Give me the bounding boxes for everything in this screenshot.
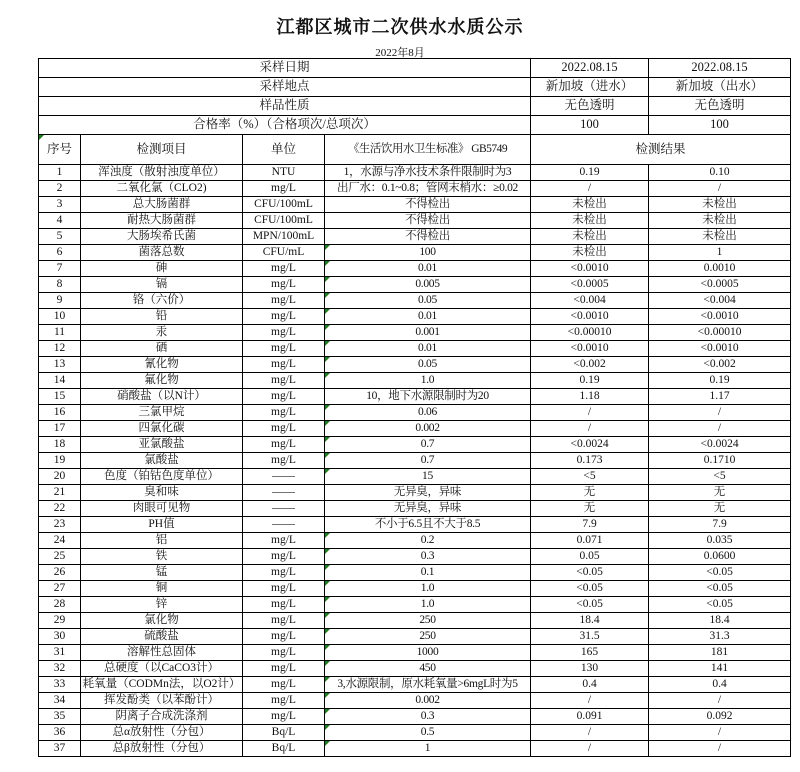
cell-result-inlet: 未检出 — [531, 213, 649, 229]
cell-no: 32 — [39, 661, 81, 677]
cell-unit: mg/L — [243, 293, 325, 309]
table-row — [39, 741, 791, 757]
cell-result-outlet: 31.3 — [649, 629, 791, 645]
table-body — [39, 59, 791, 757]
cell-result-outlet: 未检出 — [649, 197, 791, 213]
cell-item: 镉 — [81, 277, 243, 293]
cell-result-inlet: 未检出 — [531, 245, 649, 261]
cell-standard: 1 — [325, 741, 531, 757]
cell-unit: mg/L — [243, 373, 325, 389]
table-row — [39, 181, 791, 197]
cell-item: 挥发酚类（以苯酚计） — [81, 693, 243, 709]
cell-unit: —— — [243, 485, 325, 501]
cell-standard: 0.01 — [325, 261, 531, 277]
info-label-sampling-site: 采样地点 — [39, 78, 531, 97]
cell-result-inlet: / — [531, 741, 649, 757]
cell-item: 铅 — [81, 309, 243, 325]
cell-standard: 0.1 — [325, 565, 531, 581]
table-row — [39, 357, 791, 373]
cell-result-inlet: <0.0010 — [531, 341, 649, 357]
cell-item: 氯化物 — [81, 613, 243, 629]
cell-result-inlet: <0.002 — [531, 357, 649, 373]
cell-result-outlet: 未检出 — [649, 229, 791, 245]
cell-standard: 1，水源与净水技术条件限制时为3 — [325, 165, 531, 181]
cell-no: 16 — [39, 405, 81, 421]
info-label-sampling-date: 采样日期 — [39, 59, 531, 78]
cell-standard: 0.5 — [325, 725, 531, 741]
cell-unit: CFU/100mL — [243, 197, 325, 213]
cell-item: 浑浊度（散射浊度单位） — [81, 165, 243, 181]
table-row — [39, 725, 791, 741]
cell-item: 锰 — [81, 565, 243, 581]
info-value-site-outlet: 新加坡（出水） — [649, 78, 791, 97]
cell-result-inlet: <0.0024 — [531, 437, 649, 453]
cell-result-inlet: 130 — [531, 661, 649, 677]
cell-no: 3 — [39, 197, 81, 213]
table-row — [39, 197, 791, 213]
cell-result-outlet: 无 — [649, 501, 791, 517]
cell-item: 四氯化碳 — [81, 421, 243, 437]
col-header-standard: 《生活饮用水卫生标准》 GB5749 — [325, 135, 531, 165]
cell-result-outlet: / — [649, 405, 791, 421]
cell-no: 30 — [39, 629, 81, 645]
cell-result-inlet: 0.071 — [531, 533, 649, 549]
cell-result-outlet: / — [649, 741, 791, 757]
cell-no: 23 — [39, 517, 81, 533]
cell-result-inlet: 0.19 — [531, 373, 649, 389]
cell-result-inlet: <0.05 — [531, 565, 649, 581]
col-header-no: 序号 — [39, 135, 81, 165]
page-title: 江都区城市二次供水水质公示 — [276, 17, 524, 37]
cell-unit: mg/L — [243, 629, 325, 645]
cell-standard: 450 — [325, 661, 531, 677]
cell-unit: mg/L — [243, 453, 325, 469]
cell-result-outlet: <0.0010 — [649, 309, 791, 325]
cell-no: 4 — [39, 213, 81, 229]
cell-item: 总大肠菌群 — [81, 197, 243, 213]
cell-item: 汞 — [81, 325, 243, 341]
water-quality-table — [38, 58, 791, 757]
cell-result-inlet: 0.19 — [531, 165, 649, 181]
cell-result-outlet: 141 — [649, 661, 791, 677]
cell-item: 铜 — [81, 581, 243, 597]
cell-item: 二氧化氯（CLO2) — [81, 181, 243, 197]
cell-standard: 10，地下水源限制时为20 — [325, 389, 531, 405]
cell-no: 20 — [39, 469, 81, 485]
cell-standard: 0.001 — [325, 325, 531, 341]
col-header-item: 检测项目 — [81, 135, 243, 165]
cell-result-inlet: / — [531, 181, 649, 197]
cell-item: 耗氧量（CODMn法，以O2计） — [81, 677, 243, 693]
cell-unit: —— — [243, 469, 325, 485]
info-value-pass-rate-inlet: 100 — [531, 116, 649, 135]
cell-result-outlet: / — [649, 421, 791, 437]
cell-unit: mg/L — [243, 533, 325, 549]
info-value-date-inlet: 2022.08.15 — [531, 59, 649, 78]
table-row — [39, 501, 791, 517]
cell-standard: 0.3 — [325, 549, 531, 565]
cell-result-outlet: / — [649, 181, 791, 197]
cell-result-inlet: 31.5 — [531, 629, 649, 645]
table-row — [39, 373, 791, 389]
cell-unit: mg/L — [243, 405, 325, 421]
cell-standard: 0.01 — [325, 341, 531, 357]
table-row — [39, 309, 791, 325]
cell-standard: 不得检出 — [325, 213, 531, 229]
cell-no: 29 — [39, 613, 81, 629]
cell-result-outlet: 0.0600 — [649, 549, 791, 565]
cell-no: 36 — [39, 725, 81, 741]
cell-standard: 1.0 — [325, 597, 531, 613]
info-row-sample-nature — [39, 97, 791, 116]
cell-result-inlet: <0.0010 — [531, 309, 649, 325]
cell-result-outlet: 0.10 — [649, 165, 791, 181]
cell-standard: 100 — [325, 245, 531, 261]
cell-no: 15 — [39, 389, 81, 405]
cell-unit: mg/L — [243, 261, 325, 277]
cell-standard: 1000 — [325, 645, 531, 661]
cell-result-inlet: <0.05 — [531, 597, 649, 613]
cell-standard: 不小于6.5且不大于8.5 — [325, 517, 531, 533]
cell-standard: 1.0 — [325, 373, 531, 389]
cell-unit: —— — [243, 501, 325, 517]
table-row — [39, 565, 791, 581]
cell-standard: 0.2 — [325, 533, 531, 549]
cell-result-outlet: <5 — [649, 469, 791, 485]
cell-no: 17 — [39, 421, 81, 437]
column-header-row — [39, 135, 791, 165]
cell-standard: 15 — [325, 469, 531, 485]
cell-item: PH值 — [81, 517, 243, 533]
cell-result-inlet: 未检出 — [531, 197, 649, 213]
cell-item: 溶解性总固体 — [81, 645, 243, 661]
cell-result-outlet: <0.0010 — [649, 341, 791, 357]
cell-item: 铁 — [81, 549, 243, 565]
cell-no: 26 — [39, 565, 81, 581]
cell-item: 砷 — [81, 261, 243, 277]
cell-no: 18 — [39, 437, 81, 453]
info-row-sampling-site — [39, 78, 791, 97]
table-row — [39, 261, 791, 277]
cell-item: 色度（铂钴色度单位） — [81, 469, 243, 485]
table-row — [39, 421, 791, 437]
table-row — [39, 277, 791, 293]
cell-result-outlet: <0.05 — [649, 581, 791, 597]
cell-result-outlet: <0.002 — [649, 357, 791, 373]
cell-standard: 0.002 — [325, 693, 531, 709]
table-row — [39, 645, 791, 661]
cell-no: 35 — [39, 709, 81, 725]
cell-no: 37 — [39, 741, 81, 757]
cell-standard: 0.7 — [325, 437, 531, 453]
cell-result-outlet: / — [649, 725, 791, 741]
cell-no: 11 — [39, 325, 81, 341]
cell-unit: mg/L — [243, 389, 325, 405]
cell-standard: 0.7 — [325, 453, 531, 469]
table-row — [39, 517, 791, 533]
table-row — [39, 437, 791, 453]
table-row — [39, 229, 791, 245]
cell-result-outlet: 0.092 — [649, 709, 791, 725]
cell-result-outlet: 0.1710 — [649, 453, 791, 469]
cell-result-outlet: 1 — [649, 245, 791, 261]
cell-result-inlet: 0.173 — [531, 453, 649, 469]
cell-no: 19 — [39, 453, 81, 469]
cell-unit: mg/L — [243, 661, 325, 677]
cell-result-outlet: <0.004 — [649, 293, 791, 309]
cell-unit: CFU/mL — [243, 245, 325, 261]
cell-result-outlet: 0.4 — [649, 677, 791, 693]
cell-no: 24 — [39, 533, 81, 549]
cell-result-outlet: 1.17 — [649, 389, 791, 405]
cell-standard: 0.3 — [325, 709, 531, 725]
table-row — [39, 709, 791, 725]
cell-standard: 250 — [325, 613, 531, 629]
cell-unit: Bq/L — [243, 725, 325, 741]
cell-result-inlet: 7.9 — [531, 517, 649, 533]
cell-result-outlet: 0.035 — [649, 533, 791, 549]
cell-result-inlet: 165 — [531, 645, 649, 661]
cell-unit: mg/L — [243, 549, 325, 565]
cell-unit: Bq/L — [243, 741, 325, 757]
cell-unit: mg/L — [243, 581, 325, 597]
cell-item: 臭和味 — [81, 485, 243, 501]
info-row-pass-rate — [39, 116, 791, 135]
cell-result-inlet: <0.00010 — [531, 325, 649, 341]
cell-no: 7 — [39, 261, 81, 277]
cell-unit: mg/L — [243, 693, 325, 709]
cell-result-outlet: 0.19 — [649, 373, 791, 389]
cell-no: 28 — [39, 597, 81, 613]
cell-no: 13 — [39, 357, 81, 373]
cell-result-inlet: 无 — [531, 501, 649, 517]
cell-standard: 不得检出 — [325, 229, 531, 245]
cell-result-inlet: / — [531, 693, 649, 709]
cell-no: 6 — [39, 245, 81, 261]
cell-standard: 0.005 — [325, 277, 531, 293]
cell-no: 14 — [39, 373, 81, 389]
cell-unit: mg/L — [243, 565, 325, 581]
cell-result-inlet: <0.05 — [531, 581, 649, 597]
table-row — [39, 325, 791, 341]
cell-result-outlet: 无 — [649, 485, 791, 501]
cell-unit: mg/L — [243, 645, 325, 661]
cell-result-outlet: 0.0010 — [649, 261, 791, 277]
table-row — [39, 533, 791, 549]
cell-standard: 0.06 — [325, 405, 531, 421]
table-row — [39, 389, 791, 405]
cell-standard: 0.002 — [325, 421, 531, 437]
info-value-pass-rate-outlet: 100 — [649, 116, 791, 135]
cell-item: 三氯甲烷 — [81, 405, 243, 421]
cell-item: 锌 — [81, 597, 243, 613]
cell-result-inlet: 0.091 — [531, 709, 649, 725]
cell-no: 27 — [39, 581, 81, 597]
info-label-sample-nature: 样品性质 — [39, 97, 531, 116]
cell-result-inlet: <0.0005 — [531, 277, 649, 293]
cell-unit: mg/L — [243, 437, 325, 453]
cell-result-outlet: 18.4 — [649, 613, 791, 629]
cell-unit: mg/L — [243, 181, 325, 197]
table-row — [39, 549, 791, 565]
cell-no: 34 — [39, 693, 81, 709]
table-row — [39, 629, 791, 645]
cell-item: 总硬度（以CaCO3计） — [81, 661, 243, 677]
cell-no: 10 — [39, 309, 81, 325]
table-row — [39, 485, 791, 501]
cell-result-outlet: <0.05 — [649, 565, 791, 581]
table-row — [39, 453, 791, 469]
cell-no: 21 — [39, 485, 81, 501]
cell-result-inlet: 无 — [531, 485, 649, 501]
cell-item: 硫酸盐 — [81, 629, 243, 645]
cell-item: 亚氯酸盐 — [81, 437, 243, 453]
cell-item: 耐热大肠菌群 — [81, 213, 243, 229]
cell-standard: 无异臭，异味 — [325, 501, 531, 517]
cell-item: 硒 — [81, 341, 243, 357]
cell-unit: mg/L — [243, 677, 325, 693]
table-row — [39, 341, 791, 357]
table-row — [39, 213, 791, 229]
cell-item: 硝酸盐（以N计） — [81, 389, 243, 405]
cell-unit: —— — [243, 517, 325, 533]
info-label-pass-rate: 合格率（%）（合格项次/总项次） — [39, 116, 531, 135]
cell-unit: mg/L — [243, 325, 325, 341]
info-value-site-inlet: 新加坡（进水） — [531, 78, 649, 97]
cell-no: 1 — [39, 165, 81, 181]
cell-result-inlet: 1.18 — [531, 389, 649, 405]
table-row — [39, 677, 791, 693]
cell-item: 总α放射性（分包） — [81, 725, 243, 741]
cell-item: 总β放射性（分包） — [81, 741, 243, 757]
cell-result-inlet: 0.05 — [531, 549, 649, 565]
table-row — [39, 245, 791, 261]
cell-result-outlet: <0.0005 — [649, 277, 791, 293]
cell-result-inlet: <0.0010 — [531, 261, 649, 277]
cell-result-inlet: / — [531, 405, 649, 421]
table-row — [39, 293, 791, 309]
cell-result-outlet: <0.05 — [649, 597, 791, 613]
cell-result-inlet: 0.4 — [531, 677, 649, 693]
page-subtitle: 2022年8月 — [375, 47, 425, 59]
cell-result-outlet: <0.00010 — [649, 325, 791, 341]
cell-result-outlet: / — [649, 693, 791, 709]
cell-no: 5 — [39, 229, 81, 245]
cell-unit: mg/L — [243, 709, 325, 725]
cell-result-outlet: 181 — [649, 645, 791, 661]
cell-unit: mg/L — [243, 357, 325, 373]
cell-result-outlet: 未检出 — [649, 213, 791, 229]
cell-no: 22 — [39, 501, 81, 517]
col-header-unit: 单位 — [243, 135, 325, 165]
cell-item: 大肠埃希氏菌 — [81, 229, 243, 245]
info-row-sampling-date — [39, 59, 791, 78]
cell-item: 氯酸盐 — [81, 453, 243, 469]
cell-standard: 250 — [325, 629, 531, 645]
cell-standard: 0.05 — [325, 357, 531, 373]
cell-no: 25 — [39, 549, 81, 565]
cell-unit: MPN/100mL — [243, 229, 325, 245]
cell-unit: mg/L — [243, 421, 325, 437]
cell-result-inlet: / — [531, 725, 649, 741]
cell-standard: 出厂水：0.1~0.8；管网末梢水：≥0.02 — [325, 181, 531, 197]
table-row — [39, 613, 791, 629]
cell-unit: mg/L — [243, 277, 325, 293]
cell-unit: mg/L — [243, 309, 325, 325]
cell-item: 氰化物 — [81, 357, 243, 373]
table-row — [39, 661, 791, 677]
cell-result-outlet: 7.9 — [649, 517, 791, 533]
cell-result-inlet: 18.4 — [531, 613, 649, 629]
cell-no: 31 — [39, 645, 81, 661]
cell-standard: 无异臭，异味 — [325, 485, 531, 501]
cell-item: 铬（六价） — [81, 293, 243, 309]
cell-item: 菌落总数 — [81, 245, 243, 261]
col-header-result: 检测结果 — [531, 135, 791, 165]
cell-item: 氟化物 — [81, 373, 243, 389]
info-value-date-outlet: 2022.08.15 — [649, 59, 791, 78]
cell-result-outlet: <0.0024 — [649, 437, 791, 453]
cell-unit: NTU — [243, 165, 325, 181]
cell-unit: mg/L — [243, 613, 325, 629]
cell-item: 阴离子合成洗涤剂 — [81, 709, 243, 725]
cell-item: 铝 — [81, 533, 243, 549]
table-row — [39, 581, 791, 597]
cell-unit: mg/L — [243, 341, 325, 357]
info-value-nature-outlet: 无色透明 — [649, 97, 791, 116]
cell-no: 12 — [39, 341, 81, 357]
cell-standard: 0.05 — [325, 293, 531, 309]
cell-no: 33 — [39, 677, 81, 693]
cell-no: 2 — [39, 181, 81, 197]
table-row — [39, 597, 791, 613]
cell-item: 肉眼可见物 — [81, 501, 243, 517]
cell-standard: 不得检出 — [325, 197, 531, 213]
cell-result-inlet: / — [531, 421, 649, 437]
table-row — [39, 165, 791, 181]
table-row — [39, 469, 791, 485]
cell-result-inlet: 未检出 — [531, 229, 649, 245]
cell-unit: CFU/100mL — [243, 213, 325, 229]
cell-unit: mg/L — [243, 597, 325, 613]
table-row — [39, 405, 791, 421]
cell-no: 8 — [39, 277, 81, 293]
cell-standard: 1.0 — [325, 581, 531, 597]
cell-no: 9 — [39, 293, 81, 309]
table-row — [39, 693, 791, 709]
cell-standard: 3,水源限制，原水耗氧量>6mgL时为5 — [325, 677, 531, 693]
cell-result-inlet: <0.004 — [531, 293, 649, 309]
cell-standard: 0.01 — [325, 309, 531, 325]
cell-result-inlet: <5 — [531, 469, 649, 485]
info-value-nature-inlet: 无色透明 — [531, 97, 649, 116]
